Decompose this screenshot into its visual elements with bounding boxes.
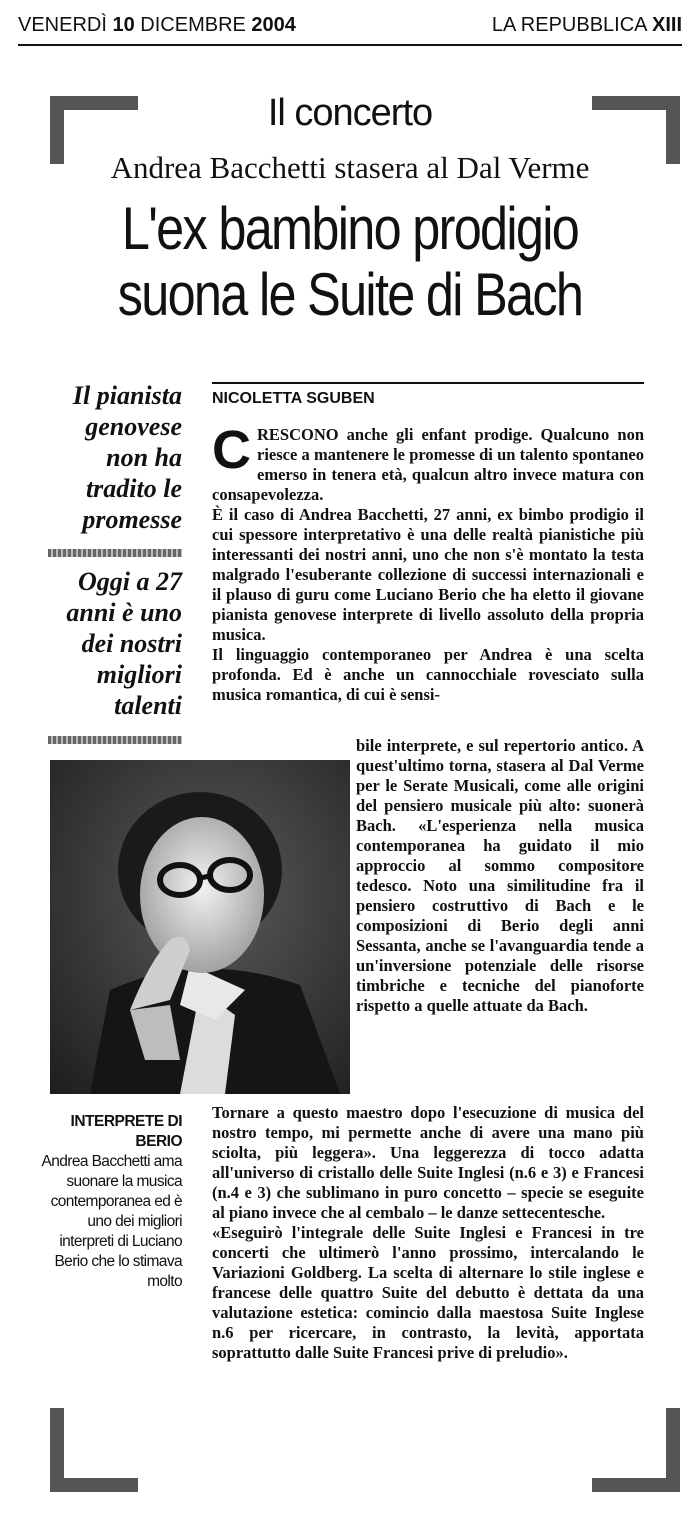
paragraph-3c: Tornare a questo maestro dopo l'esecuzione di musica del nostro tempo, mi permette anche di avere una mano più sciolta, più leggera». Una leggerezza di tocco adatta all'universo di cristallo delle Suite Inglesi (n.6 e 3) e Francesi (n.4 e 3) che sublimano in puro concetto – specie se eseguite al piano invece che al cembalo – le danze settecentesche. bbox=[212, 1103, 644, 1222]
headline-line-1: L'ex bambino prodigio bbox=[121, 195, 579, 262]
article-kicker: Il concerto bbox=[267, 92, 433, 134]
caption-text: Andrea Bacchetti ama suonare la musica contemporanea ed è uno dei migliori interpreti di Luciano Berio che lo stimava molto bbox=[41, 1153, 182, 1290]
header-year: 2004 bbox=[251, 14, 296, 36]
pull-quote-1: Il pianista genovese non ha tradito le promesse bbox=[72, 381, 182, 534]
paragraph-3b: bile interprete, e sul repertorio antico. A quest'ultimo torna, stasera al Dal Verme per le Serate Musicali, come alle origini del pensiero musicale più alto: suonerà Bach. «L'esperienza nella musica contemporanea ha guidato il mio approccio al sommo compositore tedesco. Noto una similitudine fra il pensiero costruttivo di Bach e le composizioni di Berio degli anni Sessanta, anche se l'avanguardia tende a un'inversione potenziale delle risorse timbriche e tecniche del pianoforte rispetto a quelle attuate da Bach. bbox=[356, 736, 644, 1015]
byline: NICOLETTA SGUBEN bbox=[212, 390, 375, 407]
pull-quote-2: Oggi a 27 anni è uno dei nostri migliori talenti bbox=[66, 567, 182, 720]
header-rule bbox=[18, 44, 682, 46]
header-page-number: XIII bbox=[651, 14, 682, 36]
body-column-bottom bbox=[212, 1103, 644, 1363]
body-column-top bbox=[212, 420, 644, 705]
header-paper bbox=[492, 14, 682, 37]
drop-cap: C bbox=[212, 420, 251, 480]
divider-texture bbox=[48, 736, 182, 744]
paragraph-3a: Il linguaggio contemporaneo per Andrea è una scelta profonda. Ed è anche un cannocchiale rovesciato sulla musica romantica, di cui è sensi- bbox=[212, 645, 644, 704]
header-month: DICEMBRE bbox=[140, 14, 246, 36]
page-header bbox=[18, 12, 682, 42]
header-paper-name: LA REPUBBLICA bbox=[491, 14, 647, 36]
paragraph-4: «Eseguirò l'integrale delle Suite Inglesi e Francesi in tre concerti che ultimerò l'anno prossimo, intercalando le Variazioni Goldberg. La scelta di alternare lo stile inglese e francese delle quattro Suite del debutto è dettata da una valutazione estetica: comincio dalla maestosa Suite Inglese n.6 per ricercare, in contrasto, la levità, apportata soprattutto dalle Suite Francesi prive di preludio». bbox=[212, 1223, 644, 1362]
paragraph-1: RESCONO anche gli enfant prodige. Qualcuno non riesce a mantenere le promesse di un talento spontaneo emerso in tenera età, qualcun altro invece matura con consapevolezza. bbox=[212, 425, 644, 504]
body-column-right bbox=[356, 736, 644, 1016]
paragraph-2: È il caso di Andrea Bacchetti, 27 anni, ex bimbo prodigio il cui spessore interpretativo è una delle realtà pianistiche più interessanti dei nostri anni, uno che non s'è montato la testa malgrado l'esuberante collezione di successi internazionali e il plauso di guru come Luciano Berio che ha eletto il giovane pianista genovese interprete di livello assoluto della propria musica. bbox=[212, 505, 644, 644]
byline-rule bbox=[212, 382, 644, 384]
article-subtitle: Andrea Bacchetti stasera al Dal Verme bbox=[110, 150, 590, 185]
portrait-photo bbox=[50, 760, 350, 1094]
caption-title: INTERPRETE DI BERIO bbox=[70, 1113, 182, 1150]
divider-texture bbox=[48, 549, 182, 557]
article-headline bbox=[81, 196, 619, 328]
header-date-number: 10 bbox=[112, 14, 135, 36]
headline-line-2: suona le Suite di Bach bbox=[117, 261, 583, 328]
header-day: VENERDÌ bbox=[18, 14, 107, 36]
portrait-illustration bbox=[50, 760, 350, 1094]
header-date bbox=[18, 14, 296, 37]
